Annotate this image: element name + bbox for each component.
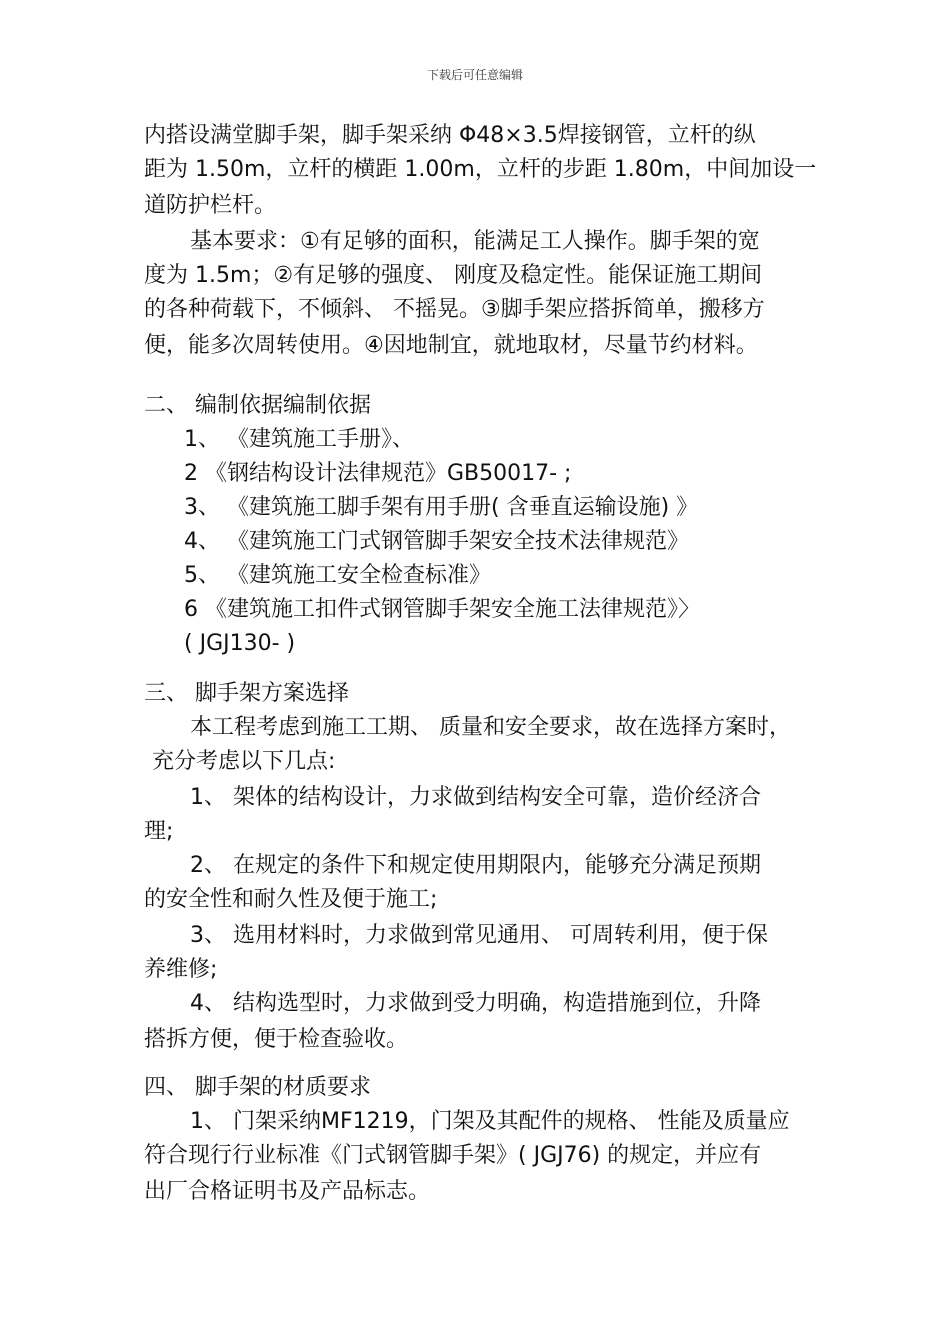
page-header: 下载后可任意编辑 — [426, 68, 523, 82]
list-item: 3、 选用材料时，力求做到常见通用、 可周转利用，便于保 — [190, 923, 768, 948]
list-item: 搭拆方便，便于检查验收。 — [144, 1027, 409, 1052]
reference-item: 6 《建筑施工扣件式钢管脚手架安全施工法律规范》〉 — [184, 597, 700, 622]
list-item: 4、 结构选型时，力求做到受力明确，构造措施到位，升降 — [190, 991, 761, 1016]
list-item: 2、 在规定的条件下和规定使用期限内，能够充分满足预期 — [190, 853, 761, 878]
section-heading: 三、 脚手架方案选择 — [144, 681, 349, 706]
paragraph-line: 道防护栏杆。 — [144, 193, 277, 218]
reference-item: 4、 《建筑施工门式钢管脚手架安全技术法律规范》 — [184, 529, 689, 554]
section-heading: 四、 脚手架的材质要求 — [144, 1075, 371, 1100]
reference-item: ( JGJ130- ) — [184, 631, 296, 656]
list-item: 理; — [144, 819, 174, 844]
paragraph-line: 1、 门架采纳MF1219，门架及其配件的规格、 性能及质量应 — [190, 1109, 790, 1134]
paragraph-line: 度为 1.5m；②有足够的强度、 刚度及稳定性。能保证施工期间 — [144, 263, 763, 288]
section-heading: 二、 编制依据编制依据 — [144, 393, 371, 418]
paragraph-line: 距为 1.50m，立杆的横距 1.00m，立杆的步距 1.80m，中间加设一 — [144, 157, 817, 182]
reference-item: 3、 《建筑施工脚手架有用手册( 含垂直运输设施) 》 — [184, 495, 699, 520]
paragraph-line: 出厂合格证明书及产品标志。 — [144, 1179, 431, 1204]
reference-item: 1、 《建筑施工手册》、 — [184, 427, 414, 452]
paragraph-line: 本工程考虑到施工工期、 质量和安全要求，故在选择方案时， — [190, 715, 791, 740]
paragraph-line: 充分考虑以下几点: — [152, 749, 336, 774]
paragraph-line: 符合现行行业标准《门式钢管脚手架》( JGJ76) 的规定，并应有 — [144, 1143, 762, 1168]
paragraph-line: 便，能多次周转使用。④因地制宜，就地取材，尽量节约材料。 — [144, 333, 758, 358]
list-item: 1、 架体的结构设计，力求做到结构安全可靠，造价经济合 — [190, 785, 761, 810]
paragraph-line: 基本要求：①有足够的面积，能满足工人操作。脚手架的宽 — [190, 229, 760, 254]
reference-item: 5、 《建筑施工安全检查标准》 — [184, 563, 491, 588]
paragraph-line: 内搭设满堂脚手架，脚手架采纳 Φ48×3.5焊接钢管，立杆的纵 — [144, 123, 756, 148]
list-item: 养维修; — [144, 957, 218, 982]
paragraph-line: 的各种荷载下，不倾斜、 不摇晃。③脚手架应搭拆简单，搬移方 — [144, 297, 765, 322]
reference-item: 2 《钢结构设计法律规范》GB50017- ; — [184, 461, 572, 486]
list-item: 的安全性和耐久性及便于施工; — [144, 887, 438, 912]
